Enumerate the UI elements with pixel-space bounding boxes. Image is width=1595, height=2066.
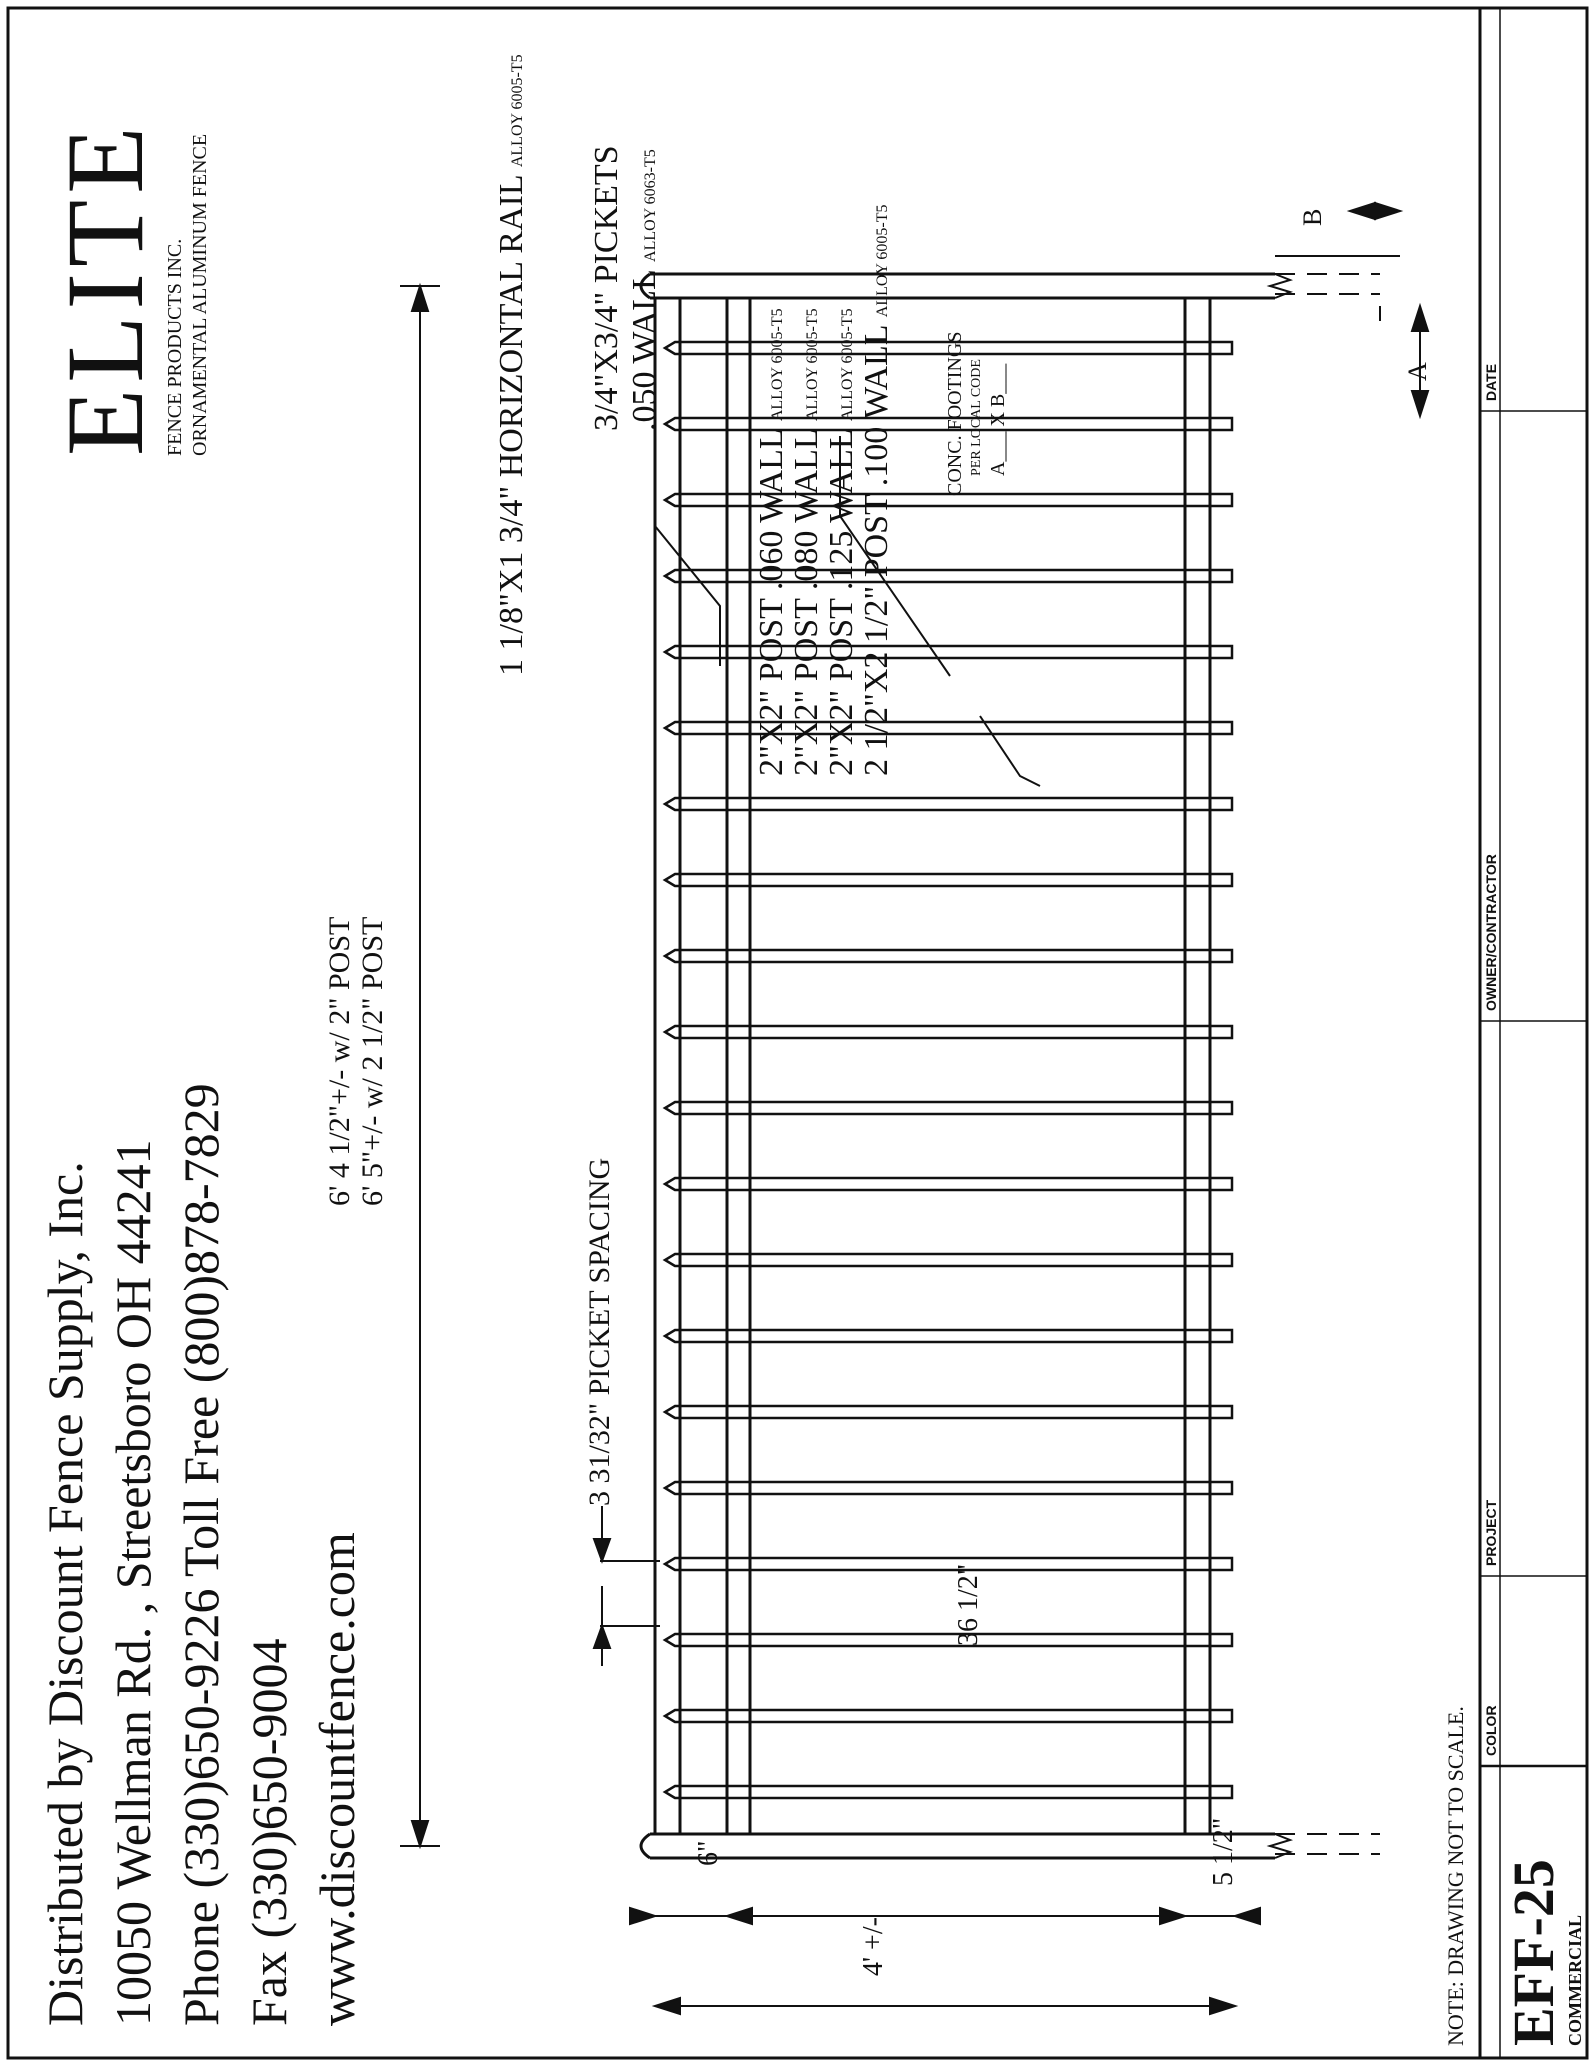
dim-top: 5 1/2" [1208, 1817, 1239, 1886]
pickets-callout: 3/4"X3/4" PICKETS [588, 145, 625, 431]
section-width-2in-post: 6' 4 1/2"+/- w/ 2" POST [323, 916, 356, 1206]
distributor-line-2: 10050 Wellman Rd. , Streetsboro OH 44241 [105, 1139, 161, 2026]
dim-a: A [1403, 362, 1432, 381]
post-callout-4: 2 1/2"X2 1/2" POST .100 WALL ALLOY 6005-T5 [858, 204, 895, 776]
model-type: COMMERCIAL [1565, 1915, 1585, 2046]
field-date: DATE [1483, 363, 1499, 401]
logo-brand: ELITE [44, 120, 166, 456]
field-color: COLOR [1483, 1705, 1499, 1756]
dim-middle: 36 1/2" [953, 1563, 984, 1646]
left-post [641, 1834, 1380, 1858]
footings-title: CONC. FOOTINGS [944, 331, 966, 496]
logo-company: FENCE PRODUCTS INC. [164, 238, 186, 456]
post-callout-3: 2"X2" POST .125 WALL ALLOY 6005-T5 [823, 308, 860, 776]
distributor-website[interactable]: www.discountfence.com [309, 1532, 365, 2026]
rail-callout: 1 1/8"X1 3/4" HORIZONTAL RAIL ALLOY 6005-T5 [493, 54, 530, 676]
post-callout-1: 2"X2" POST .060 WALL ALLOY 6005-T5 [753, 308, 790, 776]
section-width-25in-post: 6' 5"+/- w/ 2 1/2" POST [356, 916, 389, 1206]
field-project: PROJECT [1483, 1499, 1499, 1566]
horizontal-rails [655, 298, 1210, 1834]
logo-tagline: ORNAMENTAL ALUMINUM FENCE [189, 133, 211, 456]
dim-b: B [1298, 208, 1327, 226]
scale-note: NOTE: DRAWING NOT TO SCALE. [1443, 1706, 1468, 2046]
post-callout-2: 2"X2" POST .080 WALL ALLOY 6005-T5 [788, 308, 825, 776]
distributor-line-1: Distributed by Discount Fence Supply, Inc. [37, 1161, 93, 2026]
footings-sub: PER LOCAL CODE [969, 359, 984, 476]
distributor-line-3: Phone (330)650-9226 Toll Free (800)878-7829 [173, 1083, 229, 2026]
dim-height: 4' +/- [858, 1917, 889, 1976]
dimension-lines [400, 203, 1428, 2014]
field-owner: OWNER/CONTRACTOR [1483, 854, 1499, 1011]
footings-ab: A___ X B___ [987, 363, 1009, 476]
model-number: EFF-25 [1501, 1859, 1566, 2046]
pickets-wall: .050 WALL ALLOY 6063-T5 [626, 149, 663, 431]
distributor-line-4: Fax (330)650-9004 [241, 1638, 297, 2026]
picket-spacing-label: 3 31/32" PICKET SPACING [583, 1157, 616, 1506]
right-post [641, 274, 1380, 298]
dim-bottom: 6" [693, 1840, 724, 1866]
